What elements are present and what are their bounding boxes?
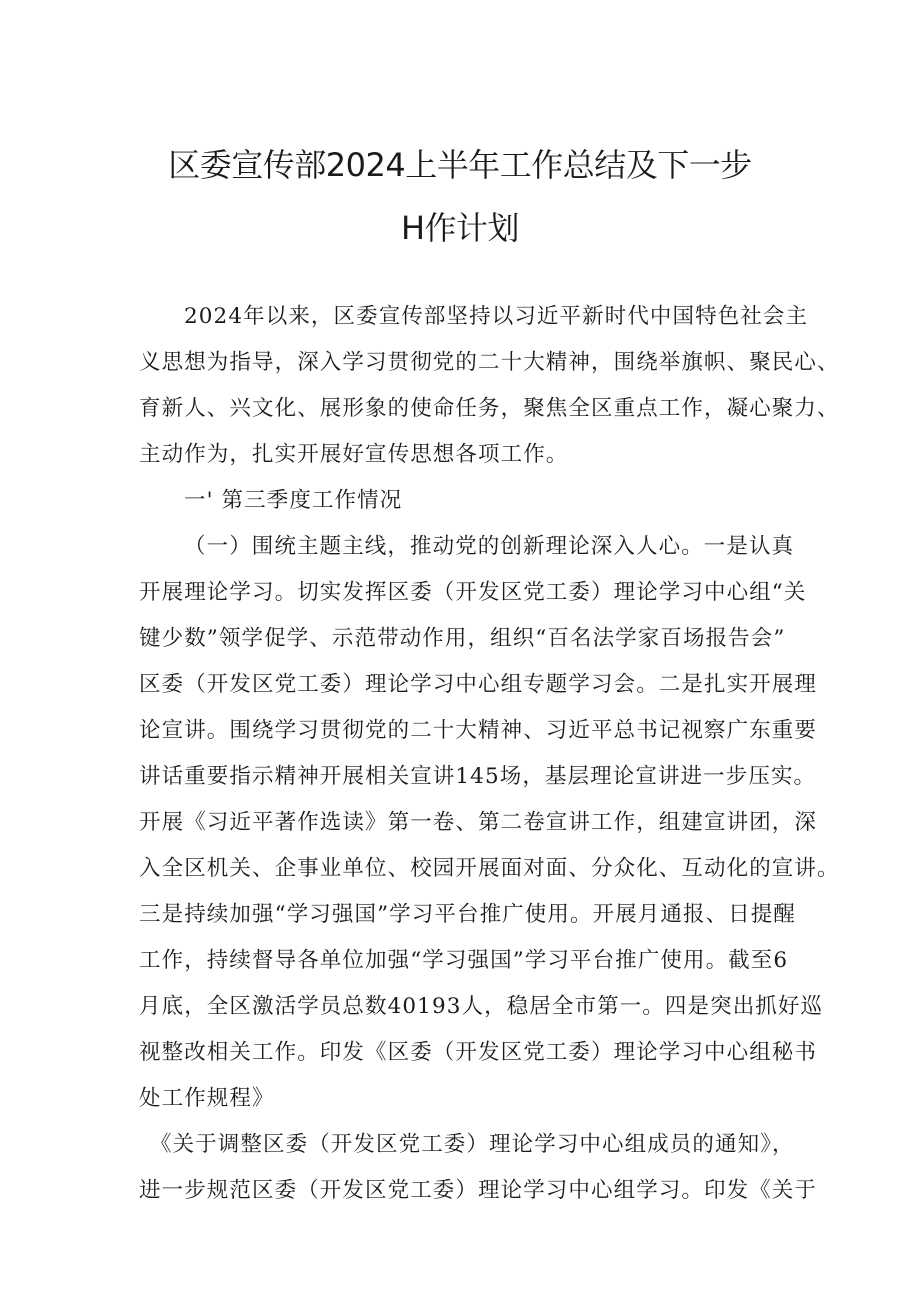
- paragraph-line: 义思想为指导，深入学习贯彻党的二十大精神，围绕举旗帜、聚民心、: [139, 350, 840, 375]
- paragraph-line: 视整改相关工作。印发《区委（开发区党工委）理论学习中心组秘书: [139, 1040, 818, 1065]
- paragraph-line: 开展理论学习。切实发挥区委（开发区党工委）理论学习中心组“关: [139, 580, 807, 605]
- paragraph-line: 开展《习近平著作选读》第一卷、第二卷宣讲工作，组建宣讲团，深: [139, 810, 818, 835]
- paragraph-line: 育新人、兴文化、展形象的使命任务，聚焦全区重点工作，凝心聚力、: [139, 396, 840, 421]
- paragraph-line: 工作，持续督导各单位加强“学习强国”学习平台推广使用。截至6: [139, 948, 789, 973]
- paragraph-line: 三是持续加强“学习强国”学习平台推广使用。开展月通报、日提醒: [139, 902, 796, 927]
- paragraph-line: 键少数”领学促学、示范带动作用，组织“百名法学家百场报告会”: [139, 626, 786, 651]
- paragraph-line: 区委（开发区党工委）理论学习中心组专题学习会。二是扎实开展理: [139, 672, 818, 697]
- paragraph-line: 月底，全区激活学员总数40193人，稳居全市第一。四是突出抓好巡: [139, 994, 824, 1019]
- document-title-line-1: 区委宣传部2024上半年工作总结及下一步: [168, 146, 752, 184]
- paragraph-line: 《关于调整区委（开发区党工委）理论学习中心组成员的通知》，: [150, 1132, 795, 1157]
- document-title-line-2: H作计划: [400, 209, 520, 247]
- paragraph-line: 进一步规范区委（开发区党工委）理论学习中心组学习。印发《关于: [139, 1178, 818, 1203]
- paragraph-line: 入全区机关、企事业单位、校园开展面对面、分众化、互动化的宣讲。: [139, 856, 840, 881]
- paragraph-line: （一）围统主题主线，推动党的创新理论深入人心。一是认真: [184, 534, 795, 559]
- paragraph-line: 2024年以来，区委宣传部坚持以习近平新时代中国特色社会主: [184, 304, 809, 329]
- paragraph-line: 论宣讲。围绕学习贯彻党的二十大精神、习近平总书记视察广东重要: [139, 718, 818, 743]
- paragraph-line: 讲话重要指示精神开展相关宣讲145场，基层理论宣讲进一步压实。: [139, 764, 817, 789]
- section-heading: 一' 第三季度工作情况: [184, 488, 403, 513]
- paragraph-line: 主动作为，扎实开展好宣传思想各项工作。: [139, 442, 569, 467]
- paragraph-line: 处工作规程》: [139, 1086, 275, 1111]
